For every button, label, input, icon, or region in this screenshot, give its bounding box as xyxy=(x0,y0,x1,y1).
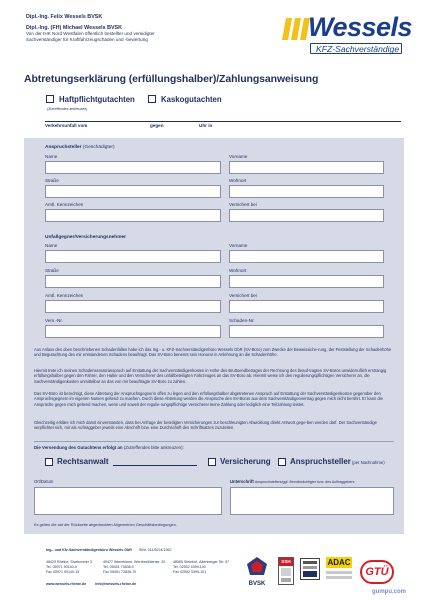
ug-name-label: Name xyxy=(45,243,58,248)
person1-name: Dipl.-Ing. Felix Wessels BVSK xyxy=(26,14,103,20)
para-1: Aus Anlass des oben beschriebenen Schadenfalles habe ich das Ing.- u. KFZ-Sachverständigenbüro Wessels GbR (SV-Büro) zum Zwecke der Beweissiche-rung, der Feststellung der Schadenhöhe und Begutachtung des mir entstandenen Schadens beauftragt. Das SV-Büro benennt sein Honorar in Anlehnung an die Schadenhöhe. xyxy=(34,347,392,358)
haftpflicht-checkbox[interactable] xyxy=(46,95,54,103)
gtu-label: GTÜ xyxy=(362,562,392,582)
wessels-logo xyxy=(282,10,413,56)
anspruchsteller-heading xyxy=(45,145,115,150)
ug-vorname-label: Vorname xyxy=(229,243,248,248)
footer-email-link[interactable]: info@wessels-rheine.de xyxy=(95,582,137,586)
as-vorname-field[interactable] xyxy=(229,161,384,174)
versicherung-checkbox[interactable] xyxy=(208,458,216,466)
ug-name-field[interactable] xyxy=(45,250,221,263)
ssh-label: SSH xyxy=(279,558,293,566)
ort-datum-label: Ort/Datum xyxy=(34,479,54,484)
person2-desc-2: Sachverständiger für Kraftfahrzeugschäden und -bewertung xyxy=(26,36,148,42)
as-versichert-label: Versichert bei xyxy=(229,202,257,207)
uhr-label: Uhr in xyxy=(199,123,213,128)
footer-company: Ing.- und Kfz-Sachverständigenbüro Wessels GbR xyxy=(46,548,132,552)
unterschrift-field[interactable] xyxy=(230,487,394,515)
person2-name: Dipl.-Ing. (FH) Michael Wessels BVSK xyxy=(26,24,123,31)
bvsk-badge xyxy=(246,556,268,586)
header-contact xyxy=(26,14,226,42)
anspruchsteller-versand-note: (per Nachnahme) xyxy=(352,460,385,465)
logo-subtitle: KFZ-Sachverständige xyxy=(316,44,400,54)
ug-versnr-label: Vers.-Nr. xyxy=(45,318,63,323)
as-name-label: Name xyxy=(45,154,58,159)
ug-wohnort-field[interactable] xyxy=(229,275,384,288)
anspruchsteller-versand-label: Anspruchsteller xyxy=(290,457,351,466)
certificate-badge xyxy=(300,558,320,580)
haftpflicht-label: Haftpflichtgutachten xyxy=(59,95,135,104)
person2-desc-1: Von der IHK Nord Westfalen öffentlich bestellter und vereidigter xyxy=(26,31,155,37)
unfallgegner-heading: Unfallgegner/Versicherungsnehmer xyxy=(45,235,127,240)
ug-strasse-label: Straße xyxy=(45,268,59,273)
footer-col2-line3: Fax 05451 73836-70 xyxy=(103,570,137,574)
ug-kennzeichen-field[interactable] xyxy=(45,300,221,313)
footer-col3-line3: Fax 02552 5399-101 xyxy=(173,570,207,574)
para-2: Hiermit trete ich meinen Schadensersatzanspruch auf Erstattung der Sachverständigenkosten in Höhe des Bruttoendbetrages der Rechnung des beauf-tragten SV-Büros unwiderruflich erstrangig erfüllungshalber gegen den Fahrer, den Halter und den Versicherer des unfallbeteiligten Fahrzeuges an das SV-Büro ab. Hiermit weise ich den regulierungspflichtigen Versicherer an, die Sachverständigenkosten unmittelbar an das von mir beauftragte SV-Büro zu zahlen. xyxy=(34,368,387,384)
logo-name: Wessels xyxy=(308,12,413,42)
rechtsanwalt-label: Rechtsanwalt xyxy=(57,457,109,466)
accident-line[interactable] xyxy=(45,121,401,122)
rechtsanwalt-checkbox[interactable] xyxy=(45,458,53,466)
footer-col3-line2: Tel. 02552 5399-100 xyxy=(173,565,206,569)
ug-schadennr-field[interactable] xyxy=(229,325,384,338)
footer-col1-line2: Tel. 05971 90140-0 xyxy=(46,565,77,569)
as-name-field[interactable] xyxy=(45,161,221,174)
adac-badge xyxy=(326,557,352,587)
ug-vorname-field[interactable] xyxy=(229,250,384,263)
footer-col-2 xyxy=(103,560,165,575)
as-versichert-field[interactable] xyxy=(229,209,384,222)
as-strasse-field[interactable] xyxy=(45,185,221,198)
ug-strasse-field[interactable] xyxy=(45,275,221,288)
as-vorname-label: Vorname xyxy=(229,154,248,159)
para-4: Gleichzeitig erkläre ich mich damit einverstanden, dass bei Anfrage der beteiligten Versicherungen zur beschleunigten Abwicklung direkt Antwort gege-ben werden darf. Der Sachverständige verpflichtet sich, mir als Auftraggeber jeweils eine Abschrift bzw. eine Durchschrift des Schriftsatzes zuzuleiten. xyxy=(34,420,377,431)
versendung-note: (Zutreffendes bitte ankreuzen): xyxy=(123,445,184,450)
as-wohnort-label: Wohnort xyxy=(229,178,247,183)
ort-datum-field[interactable] xyxy=(34,487,222,515)
gtu-badge xyxy=(360,560,394,584)
anspruchsteller-note: (Geschädigter) xyxy=(82,145,115,150)
bvsk-label: BVSK xyxy=(248,581,266,587)
versendung-title: Die Versendung des Gutachtens erfolgt an xyxy=(34,445,123,450)
ug-versnr-field[interactable] xyxy=(45,325,221,338)
footer-col-1 xyxy=(46,560,92,575)
ug-kennzeichen-label: Amtl. Kennzeichen xyxy=(45,293,84,298)
anspruchsteller-title: Anspruchsteller xyxy=(45,145,82,150)
ssh-badge xyxy=(278,557,294,585)
options-note: (Zutreffendes ankreuzen) xyxy=(47,107,88,111)
as-kennzeichen-label: Amtl. Kennzeichen xyxy=(45,202,84,207)
anspruchsteller-checkbox[interactable] xyxy=(278,458,286,466)
kasko-checkbox[interactable] xyxy=(148,95,156,103)
footer-steuer: StNr. 311/5224/1962 xyxy=(138,548,172,552)
gegen-label: gegen xyxy=(150,123,164,128)
watermark: gumpu.com xyxy=(372,589,406,595)
ug-versichert-label: Versichert bei xyxy=(229,293,257,298)
adac-label: ADAC xyxy=(327,558,351,567)
ug-versichert-field[interactable] xyxy=(229,300,384,313)
bvsk-emblem-icon xyxy=(246,556,268,576)
as-wohnort-field[interactable] xyxy=(229,185,384,198)
unterschrift-note: Anspruchstellers/ggf. Bevollmächtigter bzw. des Auftraggebers xyxy=(254,480,355,484)
as-strasse-label: Straße xyxy=(45,178,59,183)
footer-col1-line1: 48429 Rheine, Sivelsmeier 3 xyxy=(46,560,92,564)
footer-col-3 xyxy=(173,560,229,575)
ug-schadennr-label: Schaden-Nr. xyxy=(229,318,255,323)
as-kennzeichen-field[interactable] xyxy=(45,209,221,222)
page-title: Abtretungserklärung (erfüllungshalber)/Zahlungsanweisung xyxy=(24,73,319,85)
versicherung-label: Versicherung xyxy=(220,457,271,466)
kasko-label: Kaskogutachten xyxy=(161,95,222,104)
rechtsanwalt-line[interactable] xyxy=(113,465,197,466)
footer-col1-line3: Fax 05971 90140-15 xyxy=(46,570,80,574)
verkehrsunfall-label: Verkehrsunfall vom xyxy=(45,123,88,128)
versendung-heading xyxy=(34,445,184,450)
footer-col2-line2: Tel. 05451 73836-0 xyxy=(103,565,134,569)
unterschrift-label: Unterschrift xyxy=(230,479,254,484)
footer-col3-line1: 48565 Steinfurt, Altenberger Str. 57 xyxy=(173,560,230,564)
footer-col2-line1: 49477 Ibbenbüren, Werthmühlenstr. 20 xyxy=(103,560,166,564)
agb-note: Es gelten die auf der Rückseite abgedruckten Allgemeinen Geschäftsbedingungen. xyxy=(34,522,177,527)
para-3: Das SV-Büro ist berechtigt, diese Abtretung der Anspruchsgegnerin offen zu legen und den erfüllungshalber abgetretenen Anspruch auf Erstattung der Sachverständigenkosten gegenüber den Anspruchsgegnern im eigenen Namen geltend zu machen. Durch diese Abtretung werden die Ansprüche des SV-Büros aus dem Sachverständigenvertrag gegen mich nicht berührt. Er kann die Ansprüche gegen mich geltend machen, wenn und soweit der regulie-rungspflichtige Versicherer keine Zahlung oder lediglich eine Teilzahlung leistet. xyxy=(34,391,383,407)
ug-wohnort-label: Wohnort xyxy=(229,268,247,273)
footer-web-link[interactable]: www.wessels-rheine.de xyxy=(46,582,87,586)
